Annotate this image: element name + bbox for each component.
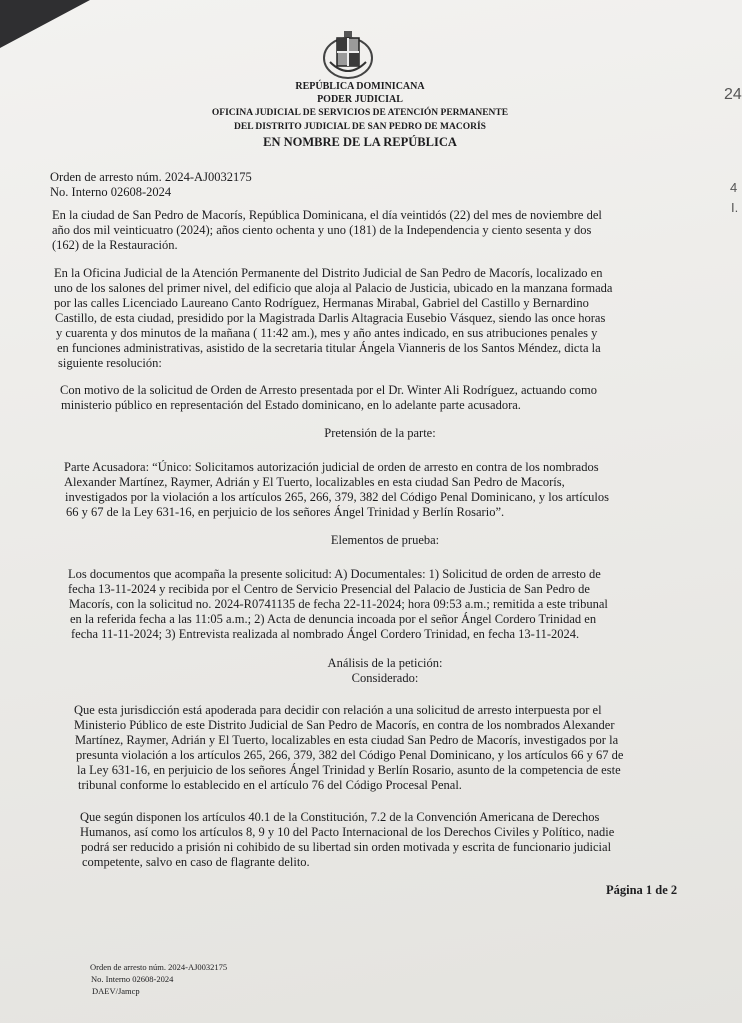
paragraph-line: Que esta jurisdicción está apoderada para decidir con relación a una solicitud de arresto interpuesta por el [74,703,602,717]
paragraph-line: en la referida fecha a las 11:05 a.m.; 2) Acta de denuncia incoada por el señor Ángel Cordero Trinidad en [70,612,597,626]
margin-mark: 4 [730,180,738,195]
paragraph-line: Martínez, Raymer, Adrián y El Tuerto, localizables en esta ciudad San Pedro de Macorís, investigados por la [75,733,619,747]
paragraph-line: investigados por la violación a los artículos 265, 266, 379, 382 del Código Penal Dominicano, y los artículos [65,490,610,504]
paragraph-line: podrá ser reducido a prisión ni cohibido de su libertad sin orden motivada y escrita de funcionario judicial [81,840,612,854]
header-country: REPÚBLICA DOMINICANA [295,81,425,92]
header-branch: PODER JUDICIAL [317,94,403,105]
paragraph-line: Parte Acusadora: “Único: Solicitamos autorización judicial de orden de arresto en contra de los nombrados [64,460,599,474]
paragraph-line: Los documentos que acompaña la presente solicitud: A) Documentales: 1) Solicitud de orden de arresto de [68,567,601,581]
paragraph-line: Macorís, con la solicitud no. 2024-R0741135 de fecha 22-11-2024; hora 09:53 a.m.; remitida a este tribunal [69,597,608,611]
heading-pretension: Pretensión de la parte: [324,426,436,440]
paragraph-line: siguiente resolución: [58,356,162,370]
paragraph-line: Ministerio Público de este Distrito Judicial de San Pedro de Macorís, en contra de los nombrados Alexander [74,718,615,732]
header-title: EN NOMBRE DE LA REPÚBLICA [263,135,457,149]
paragraph-line: En la Oficina Judicial de la Atención Permanente del Distrito Judicial de San Pedro de Macorís, localizado en [54,266,603,280]
header-office: OFICINA JUDICIAL DE SERVICIOS DE ATENCIÓN PERMANENTE [211,108,509,118]
paragraph-line: en funciones administrativas, asistido de la secretaria titular Ángela Vianneris de los Santos Méndez, dicta la [57,341,601,355]
internal-number: No. Interno 02608-2024 [50,185,172,199]
paragraph-line: fecha 13-11-2024 y recibida por el Centro de Servicio Presencial del Palacio de Justicia de San Pedro de [68,582,590,596]
paragraph-line: (162) de la Restauración. [52,238,178,252]
footer-initials: DAEV/Jamcp [92,986,140,996]
paragraph-line: por las calles Licenciado Laureano Canto Rodríguez, Hermanas Mirabal, Gabriel del Castillo y Bernardino [54,296,589,310]
paragraph-line: Humanos, así como los artículos 8, 9 y 10 del Pacto Internacional de los Derechos Civiles y Político, nadie [80,825,615,839]
paragraph-line: tribunal conforme lo establecido en el artículo 76 del Código Procesal Penal. [78,778,462,792]
paragraph-line: y cuarenta y dos minutos de la mañana ( 11:42 am.), mes y año antes indicado, en sus atribuciones penales y [56,326,598,340]
paragraph-line: ministerio público en representación del Estado dominicano, en lo adelante parte acusadora. [61,398,521,412]
page-number: Página 1 de 2 [606,883,678,897]
coat-of-arms-icon [320,28,376,82]
header-district: DEL DISTRITO JUDICIAL DE SAN PEDRO DE MACORÍS [234,122,486,132]
paragraph-line: uno de los salones del primer nivel, del edificio que aloja al Palacio de Justicia, ubicado en la manzana formada [54,281,613,295]
paragraph-line: En la ciudad de San Pedro de Macorís, República Dominicana, el día veintidós (22) del mes de noviembre del [52,208,602,222]
paragraph-line: año dos mil veinticuatro (2024); años ciento ochenta y uno (181) de la Independencia y ciento sesenta y dos [52,223,592,237]
paragraph-line: fecha 11-11-2024; 3) Entrevista realizada al nombrado Ángel Cordero Trinidad, en fecha 13-11-2024. [71,627,580,641]
paragraph-line: la Ley 631-16, en perjuicio de los señores Ángel Trinidad y Berlín Rosario, asunto de la competencia de este [77,763,621,777]
footer-order-number: Orden de arresto núm. 2024-AJ0032175 [90,962,228,972]
heading-considerado: Considerado: [351,671,419,685]
paragraph-line: 66 y 67 de la Ley 631-16, en perjuicio de los señores Ángel Trinidad y Berlín Rosario”. [66,505,505,519]
margin-mark: I. [731,200,739,215]
paragraph-line: Con motivo de la solicitud de Orden de Arresto presentada por el Dr. Winter Ali Rodríguez, actuando como [60,383,597,397]
order-number: Orden de arresto núm. 2024-AJ0032175 [50,170,252,184]
margin-mark: 24 [724,86,742,103]
paragraph-line: competente, salvo en caso de flagrante delito. [82,855,310,869]
heading-elementos: Elementos de prueba: [330,533,440,547]
paragraph-line: Que según disponen los artículos 40.1 de la Constitución, 7.2 de la Convención Americana de Derechos [80,810,600,824]
paragraph-line: presunta violación a los artículos 265, 266, 379, 382 del Código Penal Dominicano, y los artículos 66 y 67 de [76,748,624,762]
paragraph-line: Alexander Martínez, Raymer, Adrián y El Tuerto, localizables en esta ciudad San Pedro de Macorís, [64,475,565,489]
heading-analisis: Análisis de la petición: [327,656,443,670]
paragraph-line: Castillo, de esta ciudad, presidido por la Magistrada Darlis Altagracia Eusebio Vásquez, siendo las once horas [55,311,606,325]
footer-internal-number: No. Interno 02608-2024 [91,974,174,984]
page-corner-shadow [0,0,90,48]
